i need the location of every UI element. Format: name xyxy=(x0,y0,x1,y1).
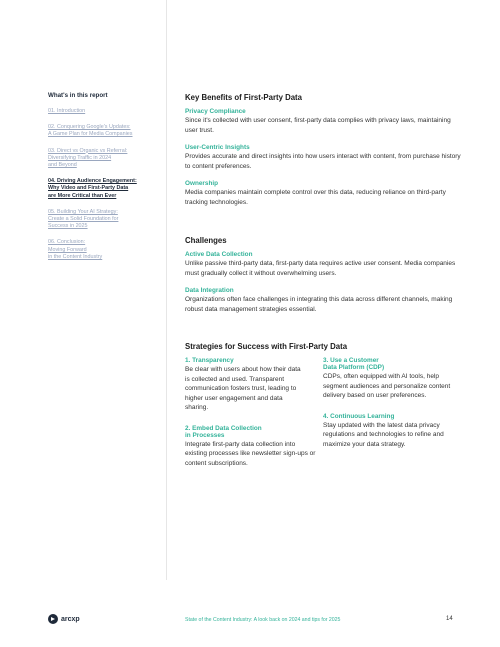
challenge-text: Organizations often face challenges in integrating this data across different channels, making robust data management strategies essential. xyxy=(185,296,453,313)
benefit-title: Privacy Compliance xyxy=(185,108,246,115)
challenge-text: Unlike passive third-party data, first-party data requires active user consent. Media companies must gradually collect it without overwhelming users. xyxy=(185,260,456,277)
strategies-grid xyxy=(185,357,465,480)
benefit-text: Provides accurate and direct insights into how users interact with content, from purchase history to content preferences. xyxy=(185,153,461,170)
benefit-ownership xyxy=(185,180,465,207)
benefit-privacy-compliance xyxy=(185,108,465,135)
strategies-section xyxy=(185,342,465,480)
strategy-title: 1. Transparency xyxy=(185,357,234,364)
challenge-active-data-collection xyxy=(185,251,465,278)
toc-item-audience-engagement[interactable]: 04. Driving Audience Engagement: Why Video and First-Party Data are More Critical than Ever xyxy=(48,178,137,199)
benefit-text: Media companies maintain complete control over this data, reducing reliance on third-party tracking technologies. xyxy=(185,189,446,206)
strategy-title-continued: in Processes xyxy=(185,431,225,439)
logo-text: arcxp xyxy=(61,615,80,623)
strategy-customer-data-platform xyxy=(323,357,461,401)
strategies-heading: Strategies for Success with First-Party Data xyxy=(185,342,348,351)
challenge-title: Active Data Collection xyxy=(185,251,253,258)
benefits-section xyxy=(185,93,465,216)
strategy-embed-data-collection xyxy=(185,425,323,469)
strategy-continuous-learning xyxy=(323,413,461,450)
page-number: 14 xyxy=(446,616,453,622)
footer-report-title: State of the Content Industry: A look back on 2024 and tips for 2025 xyxy=(185,617,341,623)
benefit-user-centric-insights xyxy=(185,144,465,171)
strategy-transparency xyxy=(185,357,323,413)
page-footer xyxy=(0,612,500,628)
arcxp-logo xyxy=(48,614,80,624)
strategy-text: Integrate first-party data collection into existing processes like newsletter sign-ups or content subscriptions. xyxy=(185,440,316,467)
benefit-title: User-Centric Insights xyxy=(185,144,250,151)
toc-item-traffic[interactable]: 03. Direct vs Organic vs Referral: Diversifying Traffic in 2024 and Beyond xyxy=(48,147,128,169)
strategy-title-continued: Data Platform (CDP) xyxy=(323,364,385,371)
strategy-title: 4. Continuous Learning xyxy=(323,412,395,420)
benefit-text: Since it's collected with user consent, first-party data complies with privacy laws, maintaining user trust. xyxy=(185,117,451,134)
benefits-heading: Key Benefits of First-Party Data xyxy=(185,93,302,102)
toc-item-conclusion[interactable]: 06. Conclusion: Moving Forward in the Content Industry xyxy=(48,239,103,260)
challenges-section xyxy=(185,236,465,323)
arcxp-logo-icon xyxy=(48,614,58,624)
toc-item-introduction[interactable]: 01. Introduction xyxy=(48,108,86,114)
strategies-left-column xyxy=(185,357,323,480)
strategy-title: 3. Use a Customer xyxy=(323,357,379,364)
challenge-title: Data Integration xyxy=(185,287,234,294)
strategy-title: 2. Embed Data Collection xyxy=(185,424,262,432)
challenge-data-integration xyxy=(185,287,465,314)
benefit-title: Ownership xyxy=(185,180,219,187)
toc-item-google-updates[interactable]: 02. Conquering Google's Updates: A Game Plan for Media Companies xyxy=(48,124,133,138)
challenges-heading: Challenges xyxy=(185,236,227,245)
strategies-right-column xyxy=(323,357,461,480)
toc-title: What's in this report xyxy=(48,92,108,99)
sidebar-divider xyxy=(166,0,167,580)
toc-item-ai-strategy[interactable]: 05. Building Your AI Strategy: Create a Solid Foundation for Success in 2025 xyxy=(48,208,119,230)
strategy-text: Be clear with users about how their data is collected and used. Transparent communication fosters trust, leading to higher user engagement and data sharing. xyxy=(185,366,301,411)
strategy-text: Stay updated with the latest data privacy regulations and technologies to refine and maximize your data strategy. xyxy=(323,421,444,448)
strategy-text: CDPs, often equipped with AI tools, help segment audiences and personalize content delivery based on user preferences. xyxy=(323,373,451,399)
table-of-contents xyxy=(48,92,158,270)
